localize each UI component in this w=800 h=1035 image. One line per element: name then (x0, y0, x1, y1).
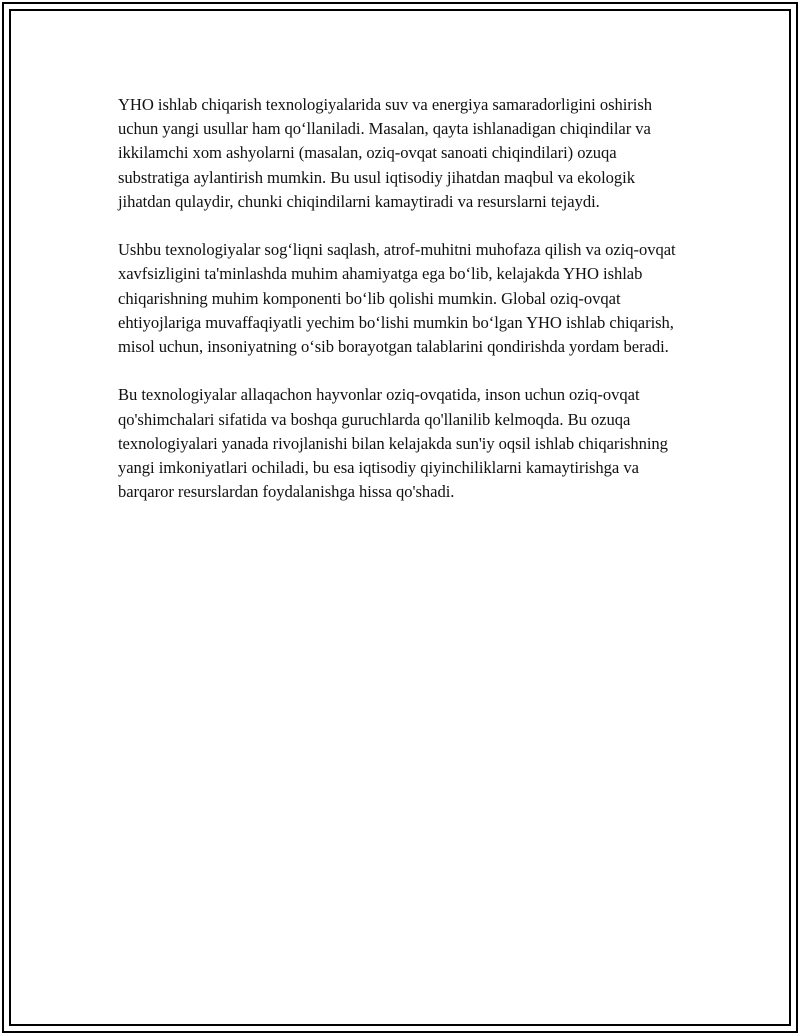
document-body (118, 93, 678, 529)
paragraph-3: Bu texnologiyalar allaqachon hayvonlar oziq-ovqatida, inson uchun oziq-ovqat qo'shimchalari sifatida va boshqa guruchlarda qo'llanilib kelmoqda. Bu ozuqa texnologiyalari yanada rivojlanishi bilan kelajakda sun'iy oqsil ishlab chiqarishning yangi imkoniyatlari ochiladi, bu esa iqtisodiy qiyinchiliklarni kamaytirishga va barqaror resurslardan foydalanishga hissa qo'shadi. (118, 385, 668, 502)
paragraph-2: Ushbu texnologiyalar sog‘liqni saqlash, atrof-muhitni muhofaza qilish va oziq-ovqat xavfsizligini ta'minlashda muhim ahamiyatga ega bo‘lib, kelajakda YHO ishlab chiqarishning muhim komponenti bo‘lib qolishi mumkin. Global oziq-ovqat ehtiyojlariga muvaffaqiyatli yechim bo‘lishi mumkin bo‘lgan YHO ishlab chiqarish, misol uchun, insoniyatning o‘sib borayotgan talablarini qondirishda yordam beradi. (118, 240, 676, 357)
paragraph-1: YHO ishlab chiqarish texnologiyalarida suv va energiya samaradorligini oshirish uchun yangi usullar ham qo‘llaniladi. Masalan, qayta ishlanadigan chiqindilar va ikkilamchi xom ashyolarni (masalan, oziq-ovqat sanoati chiqindilari) ozuqa substratiga aylantirish mumkin. Bu usul iqtisodiy jihatdan maqbul va ekologik jihatdan qulaydir, chunki chiqindilarni kamaytiradi va resurslarni tejaydi. (118, 95, 652, 211)
